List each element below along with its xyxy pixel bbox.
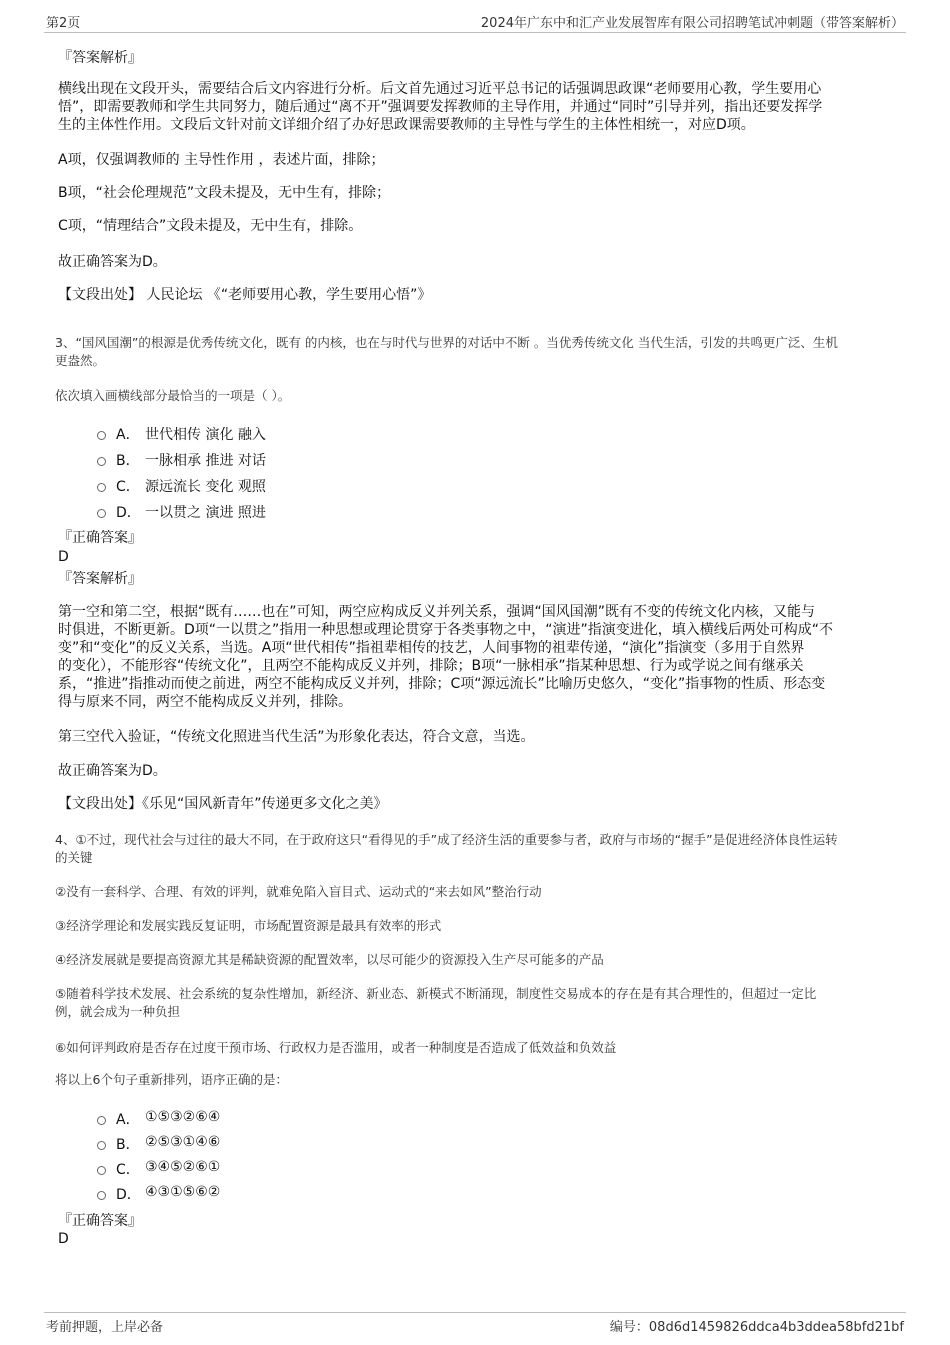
option-text: 一以贯之 演进 照进 bbox=[145, 505, 266, 521]
radio-button[interactable] bbox=[97, 483, 106, 492]
option-text: ①⑤③②⑥④ bbox=[145, 1109, 221, 1125]
source-citation: 【文段出处】《乐见“国风新青年”传递更多文化之美》 bbox=[58, 796, 388, 812]
option-letter: B． bbox=[116, 1137, 140, 1153]
page-number: 第2页 bbox=[46, 16, 81, 31]
sentence-3: ③经济学理论和发展实践反复证明，市场配置资源是最具有效率的形式 bbox=[55, 918, 442, 933]
question-stem-line: 更盎然。 bbox=[55, 353, 106, 368]
sentence-1-line: 的关键 bbox=[55, 850, 93, 865]
answer-label: 『正确答案』 bbox=[58, 1213, 142, 1229]
radio-button[interactable] bbox=[97, 509, 106, 518]
sentence-1-line: 4、①不过，现代社会与过往的最大不同，在于政府这只“看得见的手”成了经济生活的重要参与者，政府与市场的“握手”是促进经济体良性运转 bbox=[55, 832, 838, 847]
analysis-text-line: 的变化），不能形容“传统文化”，且两空不能构成反义并列，排除；B项“一脉相承”指某种思想、行为或学说之间有继承关 bbox=[58, 658, 804, 674]
header-divider bbox=[44, 32, 906, 33]
radio-button[interactable] bbox=[97, 1191, 106, 1200]
document-title: 2024年广东中和汇产业发展智库有限公司招聘笔试冲刺题（带答案解析） bbox=[480, 16, 904, 31]
question-instruction: 将以上6个句子重新排列，语序正确的是： bbox=[55, 1072, 288, 1087]
option-letter: A． bbox=[116, 1112, 140, 1128]
sentence-4: ④经济发展就是要提高资源尤其是稀缺资源的配置效率，以尽可能少的资源投入生产尽可能多的产品 bbox=[55, 952, 604, 967]
answer-value: D bbox=[58, 1231, 69, 1247]
option-text: 源远流长 变化 观照 bbox=[145, 479, 266, 495]
sentence-2: ②没有一套科学、合理、有效的评判，就难免陷入盲目式、运动式的“来去如风”整治行动 bbox=[55, 884, 542, 899]
radio-button[interactable] bbox=[97, 457, 106, 466]
option-letter: A． bbox=[116, 427, 140, 443]
analysis-text: 第三空代入验证，“传统文化照进当代生活”为形象化表达，符合文意，当选。 bbox=[58, 729, 535, 745]
option-text: ④③①⑤⑥② bbox=[145, 1184, 221, 1200]
option-letter: C． bbox=[116, 1162, 140, 1178]
analysis-text-line: 时俱进，不断更新。D项“一以贯之”指用一种思想或理论贯穿于各类事物之中，“演进”指演变进化，填入横线后两处可构成“不 bbox=[58, 622, 834, 638]
footer-slogan: 考前押题，上岸必备 bbox=[46, 1320, 164, 1335]
option-letter: D． bbox=[116, 505, 141, 521]
radio-button[interactable] bbox=[97, 1166, 106, 1175]
sentence-6: ⑥如何评判政府是否存在过度干预市场、行政权力是否滥用，或者一种制度是否造成了低效益和负效益 bbox=[55, 1040, 617, 1055]
analysis-option-b: B项，“社会伦理规范”文段未提及，无中生有，排除； bbox=[58, 185, 391, 201]
question-instruction: 依次填入画横线部分最恰当的一项是（ ）。 bbox=[55, 388, 291, 403]
footer-divider bbox=[44, 1312, 906, 1313]
option-text: ②⑤③①④⑥ bbox=[145, 1134, 221, 1150]
source-citation: 【文段出处】 人民论坛 《“老师要用心教，学生要用心悟”》 bbox=[58, 287, 432, 303]
analysis-conclusion: 故正确答案为D。 bbox=[58, 763, 167, 779]
analysis-text-line: 第一空和第二空，根据“既有……也在”可知，两空应构成反义并列关系，强调“国风国潮”既有不变的传统文化内核，又能与 bbox=[58, 604, 816, 620]
radio-button[interactable] bbox=[97, 1116, 106, 1125]
option-letter: C． bbox=[116, 479, 140, 495]
option-text: 世代相传 演化 融入 bbox=[145, 427, 266, 443]
answer-label: 『正确答案』 bbox=[58, 530, 142, 546]
analysis-option-c: C项，“情理结合”文段未提及，无中生有，排除。 bbox=[58, 218, 363, 234]
analysis-option-a: A项，仅强调教师的 主导性作用 ，表述片面，排除； bbox=[58, 152, 385, 168]
radio-button[interactable] bbox=[97, 431, 106, 440]
option-letter: B． bbox=[116, 453, 140, 469]
sentence-5-line: ⑤随着科学技术发展、社会系统的复杂性增加，新经济、新业态、新模式不断涌现，制度性交易成本的存在是有其合理性的，但超过一定比 bbox=[55, 986, 817, 1001]
analysis-text-line: 得与原来不同，两空不能构成反义并列，排除。 bbox=[58, 694, 352, 710]
analysis-label: 『答案解析』 bbox=[58, 50, 142, 66]
option-text: ③④⑤②⑥① bbox=[145, 1159, 221, 1175]
analysis-text-line: 系，“推进”指推动而使之前进，两空不能构成反义并列，排除；C项“源远流长”比喻历史悠久，“变化”指事物的性质、形态变 bbox=[58, 676, 826, 692]
radio-button[interactable] bbox=[97, 1141, 106, 1150]
option-text: 一脉相承 推进 对话 bbox=[145, 453, 266, 469]
sentence-5-line: 例，就会成为一种负担 bbox=[55, 1004, 181, 1019]
analysis-conclusion: 故正确答案为D。 bbox=[58, 254, 167, 270]
analysis-text-line: 悟”，即需要教师和学生共同努力，随后通过“离不开”强调要发挥教师的主导作用，并通过“同时”引导并列，指出还要发挥学 bbox=[58, 99, 823, 115]
analysis-label: 『答案解析』 bbox=[58, 571, 142, 587]
option-letter: D． bbox=[116, 1187, 141, 1203]
analysis-text-line: 生的主体性作用。文段后文针对前文详细介绍了办好思政课需要教师的主导性与学生的主体性相统一，对应D项。 bbox=[58, 117, 755, 133]
document-serial: 编号：08d6d1459826ddca4b3ddea58bfd21bf bbox=[609, 1320, 904, 1335]
question-stem-line: 3、“国风国潮”的根源是优秀传统文化，既有 的内核，也在与时代与世界的对话中不断 。当优秀传统文化 当代生活，引发的共鸣更广泛、生机 bbox=[55, 335, 838, 350]
answer-value: D bbox=[58, 549, 69, 565]
analysis-text-line: 横线出现在文段开头，需要结合后文内容进行分析。后文首先通过习近平总书记的话强调思政课“老师要用心教，学生要用心 bbox=[58, 81, 822, 97]
analysis-text-line: 变”和“变化”的反义关系，当选。A项“世代相传”指祖辈相传的技艺，人间事物的祖辈传递，“演化”指演变（多用于自然界 bbox=[58, 640, 805, 656]
